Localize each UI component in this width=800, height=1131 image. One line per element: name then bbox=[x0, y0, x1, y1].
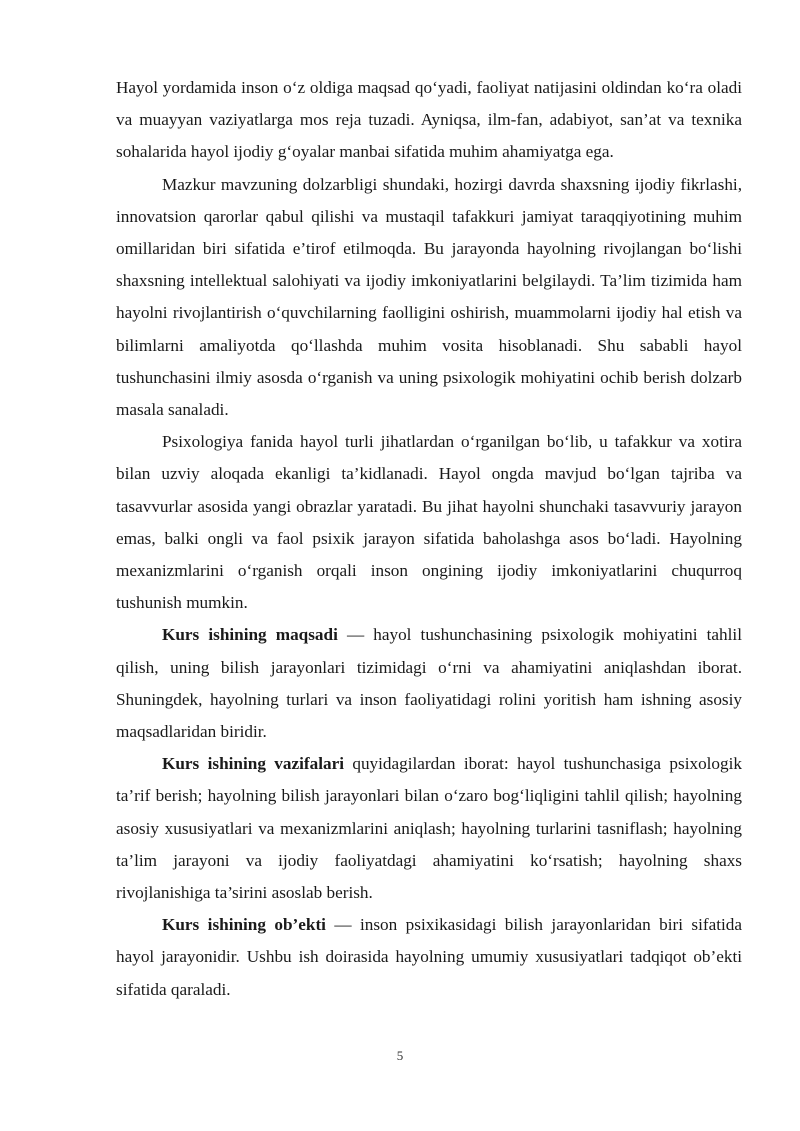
paragraph-1-text: Hayol yordamida inson o‘z oldiga maqsad qo‘yadi, faoliyat natijasini oldindan ko‘ra oladi va muayyan vaziyatlarga mos reja tuzadi. Ayniqsa, ilm-fan, adabiyot, san’at va texnika sohalarida hayol ijodiy g‘oyalar manbai sifatida muhim ahamiyatga ega. bbox=[116, 78, 742, 162]
paragraph-3 bbox=[116, 426, 742, 619]
paragraph-6-text: — inson psixikasidagi bilish jarayonlaridan biri sifatida hayol jarayonidir. Ushbu ish doirasida hayolning umumiy xususiyatlari tadqiqot ob’ekti sifatida qaraladi. bbox=[116, 915, 742, 999]
paragraph-4-text: — hayol tushunchasining psixologik mohiyatini tahlil qilish, uning bilish jarayonlari tizimidagi o‘rni va ahamiyatini aniqlashdan iborat. Shuningdek, hayolning turlari va inson faoliyatidagi rolini yoritish ham ishning asosiy maqsadlaridan biridir. bbox=[116, 625, 742, 742]
paragraph-4-lead: Kurs ishining maqsadi bbox=[162, 625, 338, 645]
paragraph-4 bbox=[116, 619, 742, 748]
paragraph-5 bbox=[116, 748, 742, 909]
page-number: 5 bbox=[396, 1048, 404, 1063]
paragraph-5-text: quyidagilardan iborat: hayol tushunchasiga psixologik ta’rif berish; hayolning bilish jarayonlari bilan o‘zaro bog‘liqligini tahlil qilish; hayolning asosiy xususiyatlari va mexanizmlarini aniqlash; hayolning turlarini tasniflash; hayolning ta’lim jarayoni va ijodiy faoliyatdagi ahamiyatini ko‘rsatish; hayolning shaxs rivojlanishiga ta’sirini asoslab berish. bbox=[116, 754, 742, 903]
paragraph-5-lead: Kurs ishining vazifalari bbox=[162, 754, 344, 774]
paragraph-1 bbox=[116, 72, 742, 169]
document-page bbox=[116, 72, 742, 1006]
paragraph-6-lead: Kurs ishining ob’ekti bbox=[162, 915, 326, 935]
paragraph-3-text: Psixologiya fanida hayol turli jihatlardan o‘rganilgan bo‘lib, u tafakkur va xotira bilan uzviy aloqada ekanligi ta’kidlanadi. Hayol ongda mavjud bo‘lgan tajriba va tasavvurlar asosida yangi obrazlar yaratadi. Bu jihat hayolni shunchaki tasavvuriy jarayon emas, balki ongli va faol psixik jarayon sifatida baholashga asos bo‘ladi. Hayolning mexanizmlarini o‘rganish orqali inson ongining ijodiy imkoniyatlarini chuqurroq tushunish mumkin. bbox=[116, 432, 742, 613]
paragraph-2-text: Mazkur mavzuning dolzarbligi shundaki, hozirgi davrda shaxsning ijodiy fikrlashi, innovatsion qarorlar qabul qilishi va mustaqil tafakkuri jamiyat taraqqiyotining muhim omillaridan biri sifatida e’tirof etilmoqda. Bu jarayonda hayolning rivojlangan bo‘lishi shaxsning intellektual salohiyati va ijodiy imkoniyatlarini belgilaydi. Ta’lim tizimida ham hayolni rivojlantirish o‘quvchilarning faolligini oshirish, muammolarni ijodiy hal etish va bilimlarni amaliyotda qo‘llashda muhim vosita hisoblanadi. Shu sababli hayol tushunchasini ilmiy asosda o‘rganish va uning psixologik mohiyatini ochib berish dolzarb masala sanaladi. bbox=[116, 174, 742, 420]
paragraph-2 bbox=[116, 169, 742, 427]
paragraph-6 bbox=[116, 909, 742, 1006]
